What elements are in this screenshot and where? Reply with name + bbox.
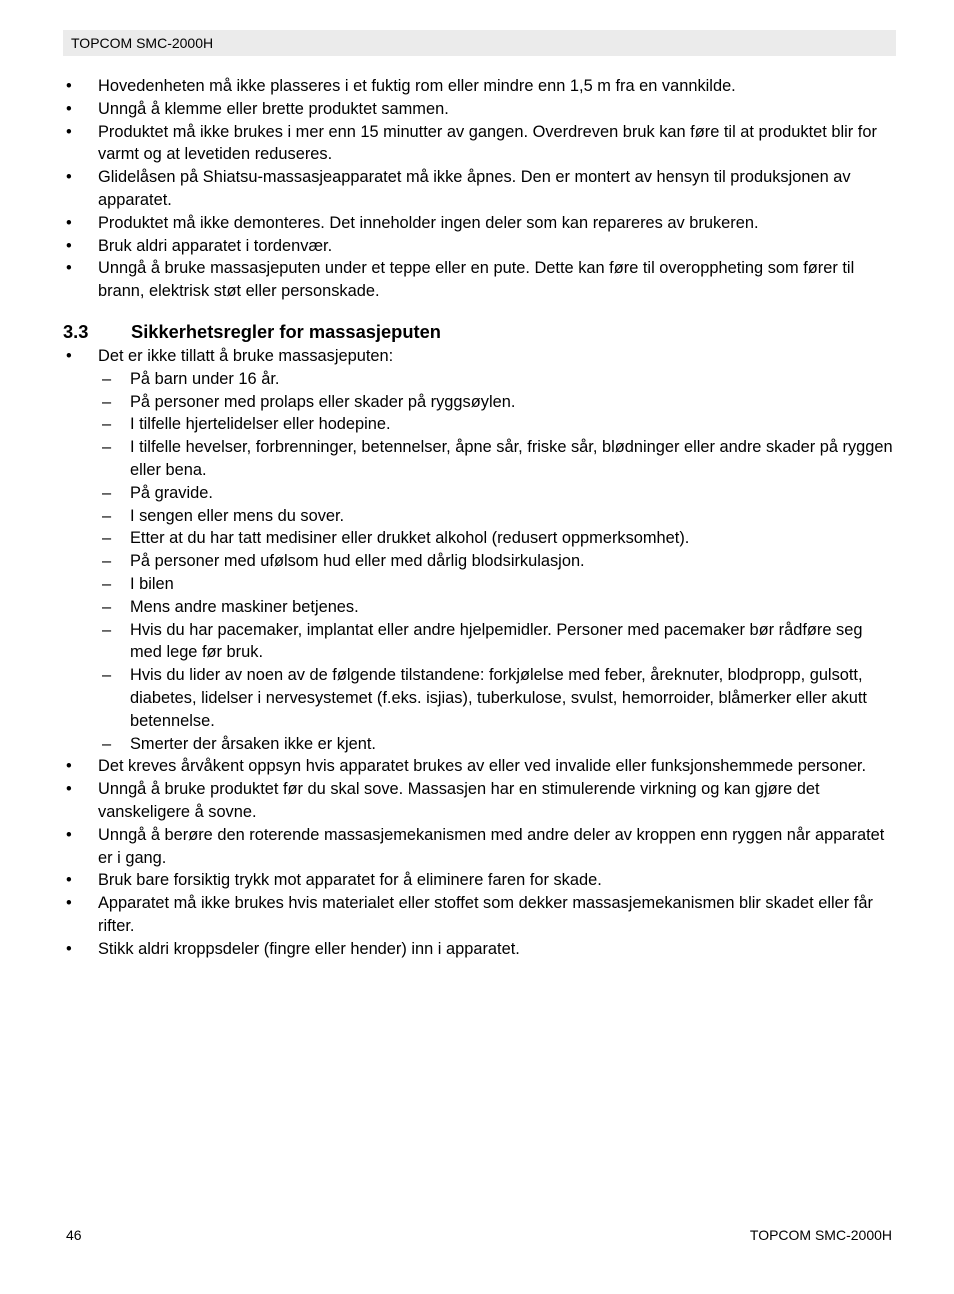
bullet-marker: •	[66, 939, 72, 958]
section-title: Sikkerhetsregler for massasjeputen	[131, 320, 441, 342]
sub-list-item: – På personer med ufølsom hud eller med dårlig blodsirkulasjon.	[98, 550, 896, 573]
sub-list-item: – I sengen eller mens du sover.	[98, 505, 896, 528]
list-item: • Det kreves årvåkent oppsyn hvis apparatet brukes av eller ved invalide eller funksjonshemmede personer.	[63, 755, 896, 778]
section-heading	[63, 320, 896, 344]
dash-marker: –	[102, 666, 112, 685]
list-item: • Det er ikke tillatt å bruke massasjeputen: – På barn under 16 år. – På personer med prolaps eller skader på ryggsøylen. – I tilfelle hjertelidelser eller hodepine. – I tilfelle hevelser, forbrenninger, betennelser, åpne sår, friske sår, blødninger eller andre skader på ryggen eller bena. – På gravide. – I sengen eller mens du sover. – Etter at du har tatt medisiner eller drukket alkohol (redusert oppmerksomhet). – På personer med ufølsom hud eller med dårlig blodsirkulasjon. – I bilen – Mens andre maskiner betjenes. – Hvis du har pacemaker, implantat eller andre hjelpemidler. Personer med pacemaker bør rådføre seg med lege før bruk. – Hvis du lider av noen av de følgende tilstandene: forkjølelse med feber, åreknuter, blodpropp, gulsott, diabetes, lidelser i nervesystemet (f.eks. isjias), tuberkulose, svulst, hemorroider, blåmerker eller akutt betennelse. – Smerter der årsaken ikke er kjent.	[63, 345, 896, 755]
dash-marker: –	[102, 369, 112, 388]
list-item: • Unngå å klemme eller brette produktet sammen.	[63, 98, 896, 121]
dash-marker: –	[102, 552, 112, 571]
list-item: • Unngå å berøre den roterende massasjemekanismen med andre deler av kroppen enn ryggen når apparatet er i gang.	[66, 825, 885, 867]
bullet-marker: •	[66, 894, 72, 913]
dash-marker: –	[102, 392, 112, 411]
sub-list-item: – I tilfelle hjertelidelser eller hodepine.	[98, 413, 896, 436]
intro-bullet-list	[63, 75, 896, 303]
dash-marker: –	[102, 597, 112, 616]
sub-list-item: – På personer med prolaps eller skader på ryggsøylen.	[98, 391, 896, 414]
footer-title: TOPCOM SMC-2000H	[749, 1227, 892, 1243]
sub-list-item: – Etter at du har tatt medisiner eller drukket alkohol (redusert oppmerksomhet).	[98, 527, 896, 550]
dash-marker: –	[102, 620, 112, 639]
bullet-marker: •	[66, 99, 72, 118]
sub-list-item: – På barn under 16 år.	[98, 368, 896, 391]
page-header	[63, 30, 896, 56]
list-item: • Unngå å bruke produktet før du skal sove. Massasjen har en stimulerende virkning og kan gjøre det vanskeligere å sovne.	[66, 780, 820, 821]
document-body	[63, 75, 896, 960]
bullet-marker: •	[66, 259, 72, 278]
dash-marker: –	[102, 438, 112, 457]
page-number: 46	[66, 1227, 82, 1243]
bullet-marker: •	[66, 213, 72, 232]
sub-list-item: – I tilfelle hevelser, forbrenninger, betennelser, åpne sår, friske sår, blødninger eller andre skader på ryggen eller bena.	[102, 438, 893, 479]
bullet-marker: •	[66, 871, 72, 890]
list-item: • Bruk bare forsiktig trykk mot apparatet for å eliminere faren for skade.	[63, 869, 896, 892]
list-item: • Unngå å bruke massasjeputen under et teppe eller en pute. Dette kan føre til overoppheting som fører til brann, elektrisk støt eller personskade.	[66, 259, 855, 301]
section-number: 3.3	[63, 320, 89, 342]
sub-list	[98, 368, 896, 756]
dash-marker: –	[102, 483, 112, 502]
dash-marker: –	[102, 734, 112, 753]
bullet-marker: •	[66, 757, 72, 776]
sub-list-item: – I bilen	[98, 573, 896, 596]
sub-list-item: – På gravide.	[98, 482, 896, 505]
dash-marker: –	[102, 529, 112, 548]
header-title: TOPCOM SMC-2000H	[71, 35, 214, 51]
list-item: • Glidelåsen på Shiatsu-massasjeapparatet må ikke åpnes. Den er montert av hensyn til produksjonen av apparatet.	[66, 168, 851, 209]
bullet-marker: •	[66, 77, 72, 95]
bullet-marker: •	[66, 825, 72, 844]
bullet-marker: •	[66, 168, 72, 187]
sub-list-item: – Hvis du lider av noen av de følgende tilstandene: forkjølelse med feber, åreknuter, blodpropp, gulsott, diabetes, lidelser i nervesystemet (f.eks. isjias), tuberkulose, svulst, hemorroider, blåmerker eller akutt betennelse.	[102, 666, 867, 730]
list-item: • Apparatet må ikke brukes hvis materialet eller stoffet som dekker massasjemekanismen blir skadet eller får rifter.	[66, 894, 873, 935]
dash-marker: –	[102, 506, 112, 525]
sub-list-item: – Smerter der årsaken ikke er kjent.	[98, 733, 896, 756]
list-item: • Bruk aldri apparatet i tordenvær.	[63, 235, 896, 258]
list-item: • Stikk aldri kroppsdeler (fingre eller hender) inn i apparatet.	[63, 938, 896, 961]
bullet-marker: •	[66, 236, 72, 255]
list-item: • Hovedenheten må ikke plasseres i et fuktig rom eller mindre enn 1,5 m fra en vannkilde.	[63, 75, 896, 98]
bullet-marker: •	[66, 346, 72, 365]
sub-list-item: – Mens andre maskiner betjenes.	[98, 596, 896, 619]
bullet-marker: •	[66, 780, 72, 799]
list-item: • Produktet må ikke demonteres. Det inneholder ingen deler som kan repareres av brukeren.	[63, 212, 896, 235]
sub-list-item: – Hvis du har pacemaker, implantat eller andre hjelpemidler. Personer med pacemaker bør rådføre seg med lege før bruk.	[102, 620, 863, 662]
dash-marker: –	[102, 574, 112, 593]
bullet-marker: •	[66, 122, 72, 141]
list-item: • Produktet må ikke brukes i mer enn 15 minutter av gangen. Overdreven bruk kan føre til at produktet blir for varmt og at levetiden reduseres.	[66, 122, 877, 164]
dash-marker: –	[102, 415, 112, 434]
section-bullet-list	[63, 345, 896, 961]
